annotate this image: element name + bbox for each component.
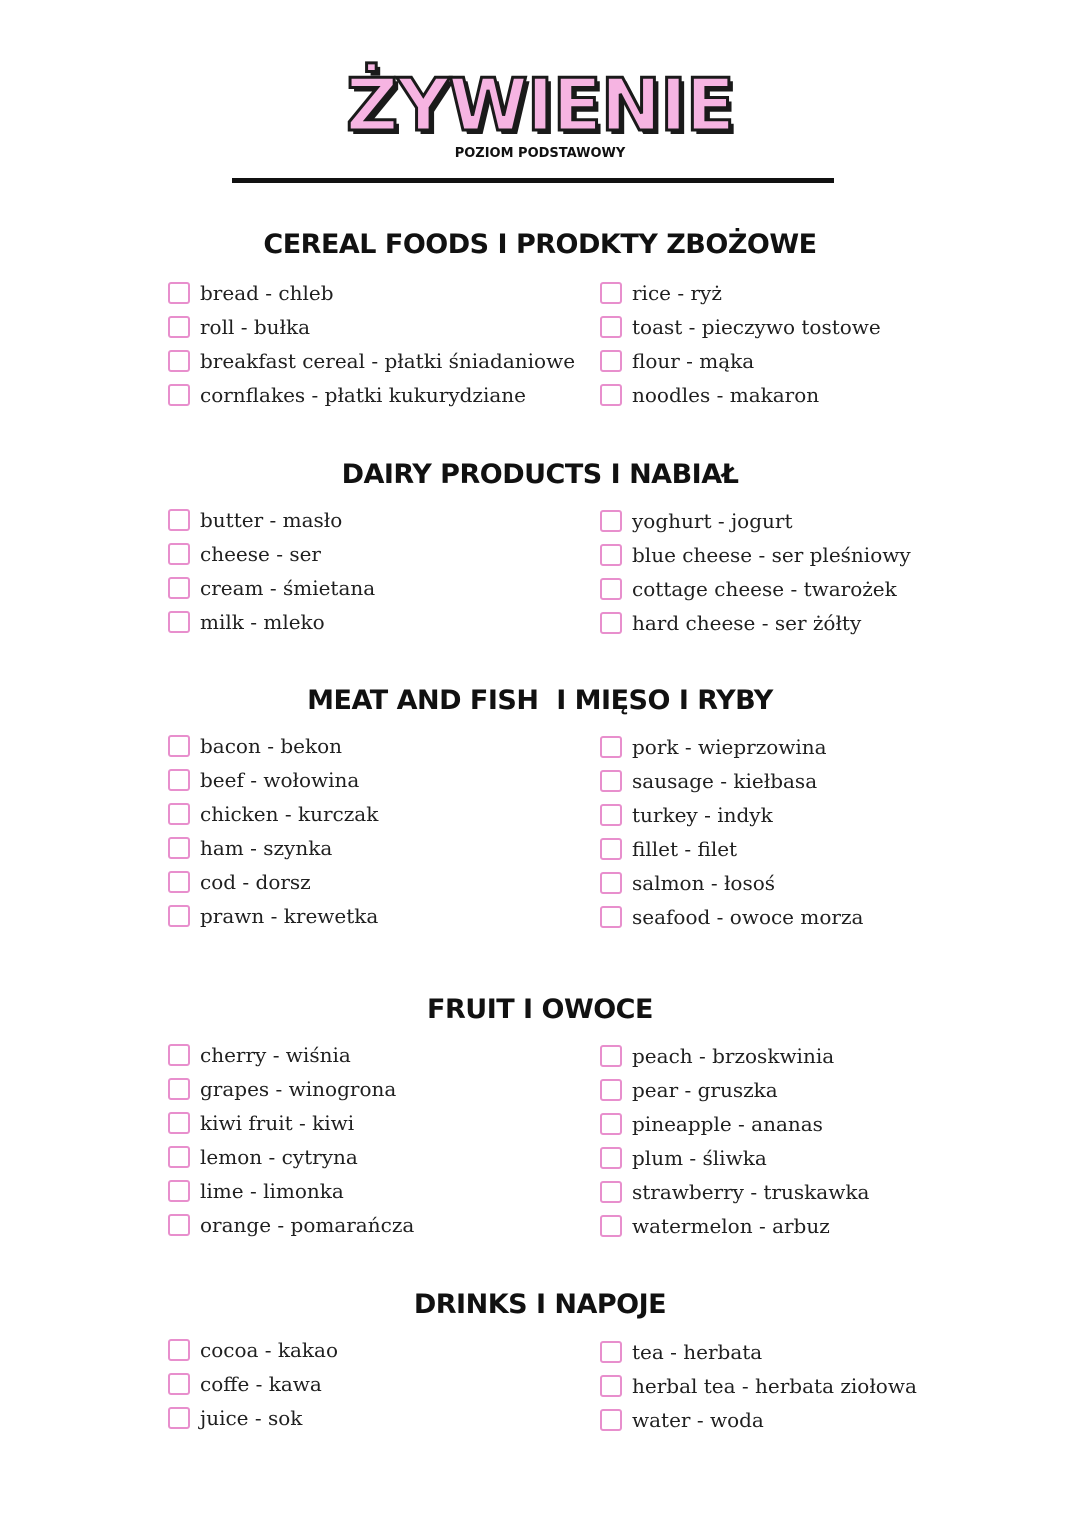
checkbox[interactable] (600, 282, 622, 304)
checkbox[interactable] (168, 905, 190, 927)
checkbox[interactable] (168, 384, 190, 406)
checklist-item[interactable] (168, 574, 375, 602)
item-label: tea - herbata (632, 1340, 763, 1364)
checklist-item[interactable] (168, 1109, 354, 1137)
checkbox[interactable] (600, 906, 622, 928)
item-label: grapes - winogrona (200, 1077, 397, 1101)
item-label: pineapple - ananas (632, 1112, 823, 1136)
checklist-item[interactable] (168, 608, 325, 636)
checklist-item[interactable] (600, 1372, 917, 1400)
checklist-item[interactable] (168, 1404, 302, 1432)
checkbox[interactable] (600, 1341, 622, 1363)
checklist-item[interactable] (600, 801, 773, 829)
checkbox[interactable] (600, 384, 622, 406)
item-label: cocoa - kakao (200, 1338, 339, 1362)
checklist-item[interactable] (600, 507, 793, 535)
checklist-item[interactable] (168, 279, 334, 307)
checklist-item[interactable] (600, 1178, 869, 1206)
checklist-item[interactable] (600, 1338, 762, 1366)
item-label: peach - brzoskwinia (632, 1044, 835, 1068)
checkbox[interactable] (600, 612, 622, 634)
checkbox[interactable] (168, 769, 190, 791)
section-heading: DRINKS I NAPOJE (413, 1289, 667, 1320)
item-label: cream - śmietana (200, 576, 376, 600)
checklist-item[interactable] (168, 868, 311, 896)
checklist-item[interactable] (168, 381, 526, 409)
section-heading: MEAT AND FISH I MIĘSO I RYBY (307, 685, 773, 716)
checkbox[interactable] (168, 611, 190, 633)
item-label: kiwi fruit - kiwi (200, 1111, 355, 1135)
item-label: cod - dorsz (200, 870, 311, 894)
item-label: flour - mąka (632, 349, 755, 373)
checklist-item[interactable] (168, 766, 359, 794)
item-label: toast - pieczywo tostowe (632, 315, 881, 339)
checkbox[interactable] (168, 871, 190, 893)
checkbox[interactable] (168, 543, 190, 565)
checkbox[interactable] (168, 1214, 190, 1236)
checklist-item[interactable] (168, 1336, 338, 1364)
item-label: seafood - owoce morza (632, 905, 864, 929)
item-label: beef - wołowina (200, 768, 360, 792)
item-label: herbal tea - herbata ziołowa (632, 1374, 917, 1398)
item-label: breakfast cereal - płatki śniadaniowe (200, 349, 576, 373)
checkbox[interactable] (168, 1044, 190, 1066)
checklist-item[interactable] (600, 733, 827, 761)
section-heading: CEREAL FOODS I PRODKTY ZBOŻOWE (263, 229, 817, 260)
checkbox[interactable] (600, 1215, 622, 1237)
checklist-item[interactable] (600, 313, 881, 341)
checklist-item[interactable] (168, 313, 310, 341)
checklist-item[interactable] (168, 540, 321, 568)
checklist-item[interactable] (600, 1076, 778, 1104)
item-label: yoghurt - jogurt (632, 509, 793, 533)
checkbox[interactable] (168, 837, 190, 859)
checkbox[interactable] (600, 872, 622, 894)
checklist-item[interactable] (600, 347, 754, 375)
checkbox[interactable] (600, 1181, 622, 1203)
item-label: fillet - filet (632, 837, 738, 861)
item-label: milk - mleko (200, 610, 325, 634)
checkbox[interactable] (168, 1373, 190, 1395)
checkbox[interactable] (600, 1409, 622, 1431)
checkbox[interactable] (600, 804, 622, 826)
section-heading: DAIRY PRODUCTS I NABIAŁ (341, 459, 739, 490)
checkbox[interactable] (168, 803, 190, 825)
checkbox[interactable] (168, 1180, 190, 1202)
checkbox[interactable] (168, 1407, 190, 1429)
item-label: watermelon - arbuz (632, 1214, 830, 1238)
item-label: prawn - krewetka (200, 904, 379, 928)
checkbox[interactable] (168, 316, 190, 338)
item-label: cornflakes - płatki kukurydziane (200, 383, 526, 407)
title-divider (232, 178, 834, 183)
checklist-item[interactable] (168, 1143, 358, 1171)
checklist-item[interactable] (168, 1370, 322, 1398)
section-heading: FRUIT I OWOCE (427, 994, 653, 1025)
item-label: rice - ryż (632, 281, 722, 305)
checkbox[interactable] (600, 770, 622, 792)
item-label: chicken - kurczak (200, 802, 379, 826)
checkbox[interactable] (168, 509, 190, 531)
checklist-item[interactable] (600, 903, 863, 931)
checkbox[interactable] (600, 1147, 622, 1169)
page-title: ŻYWIENIE (346, 63, 734, 147)
item-label: noodles - makaron (632, 383, 820, 407)
checklist-item[interactable] (168, 1211, 414, 1239)
checklist-item[interactable] (600, 381, 819, 409)
checkbox[interactable] (600, 1079, 622, 1101)
item-label: ham - szynka (200, 836, 333, 860)
item-label: cherry - wiśnia (200, 1043, 351, 1067)
item-label: water - woda (632, 1408, 764, 1432)
item-label: plum - śliwka (632, 1146, 767, 1170)
checklist-item[interactable] (600, 835, 737, 863)
item-label: bacon - bekon (200, 734, 343, 758)
page-subtitle: POZIOM PODSTAWOWY (454, 146, 626, 161)
item-label: pear - gruszka (632, 1078, 778, 1102)
item-label: cheese - ser (200, 542, 321, 566)
checkbox[interactable] (168, 1078, 190, 1100)
checklist-item[interactable] (168, 506, 342, 534)
checkbox[interactable] (600, 1113, 622, 1135)
checkbox[interactable] (600, 510, 622, 532)
checkbox[interactable] (168, 282, 190, 304)
checklist-item[interactable] (168, 1177, 344, 1205)
item-label: strawberry - truskawka (632, 1180, 870, 1204)
checklist-item[interactable] (168, 902, 378, 930)
checkbox[interactable] (600, 1375, 622, 1397)
checklist-item[interactable] (168, 834, 332, 862)
item-label: cottage cheese - twarożek (632, 577, 897, 601)
checkbox[interactable] (168, 577, 190, 599)
item-label: lemon - cytryna (200, 1145, 358, 1169)
checklist-item[interactable] (168, 800, 378, 828)
checklist-item[interactable] (600, 279, 722, 307)
checklist-item[interactable] (168, 732, 342, 760)
checkbox[interactable] (600, 544, 622, 566)
item-label: pork - wieprzowina (632, 735, 827, 759)
checkbox[interactable] (600, 350, 622, 372)
checklist-item[interactable] (600, 1144, 767, 1172)
item-label: blue cheese - ser pleśniowy (632, 543, 911, 567)
checklist-item[interactable] (168, 1041, 351, 1069)
checklist-item[interactable] (600, 609, 861, 637)
item-label: bread - chleb (200, 281, 334, 305)
item-label: butter - masło (200, 508, 343, 532)
item-label: lime - limonka (200, 1179, 344, 1203)
item-label: hard cheese - ser żółty (632, 611, 862, 635)
checkbox[interactable] (600, 316, 622, 338)
checklist-item[interactable] (600, 767, 817, 795)
item-label: roll - bułka (200, 315, 311, 339)
item-label: coffe - kawa (200, 1372, 322, 1396)
checkbox[interactable] (600, 838, 622, 860)
checklist-item[interactable] (600, 575, 897, 603)
checkbox[interactable] (168, 1112, 190, 1134)
checklist-item[interactable] (168, 1075, 396, 1103)
checkbox[interactable] (600, 578, 622, 600)
checklist-item[interactable] (600, 1042, 834, 1070)
checklist-item[interactable] (600, 1212, 830, 1240)
checkbox[interactable] (168, 1146, 190, 1168)
checkbox[interactable] (168, 735, 190, 757)
checkbox[interactable] (600, 1045, 622, 1067)
item-label: orange - pomarańcza (200, 1213, 415, 1237)
checklist-item[interactable] (168, 347, 575, 375)
item-label: sausage - kiełbasa (632, 769, 818, 793)
item-label: juice - sok (200, 1406, 303, 1430)
item-label: turkey - indyk (632, 803, 773, 827)
checkbox[interactable] (168, 1339, 190, 1361)
item-label: salmon - łosoś (632, 871, 776, 895)
checkbox[interactable] (168, 350, 190, 372)
checklist-item[interactable] (600, 541, 911, 569)
checklist-item[interactable] (600, 1406, 764, 1434)
checklist-item[interactable] (600, 1110, 823, 1138)
checklist-item[interactable] (600, 869, 775, 897)
checkbox[interactable] (600, 736, 622, 758)
